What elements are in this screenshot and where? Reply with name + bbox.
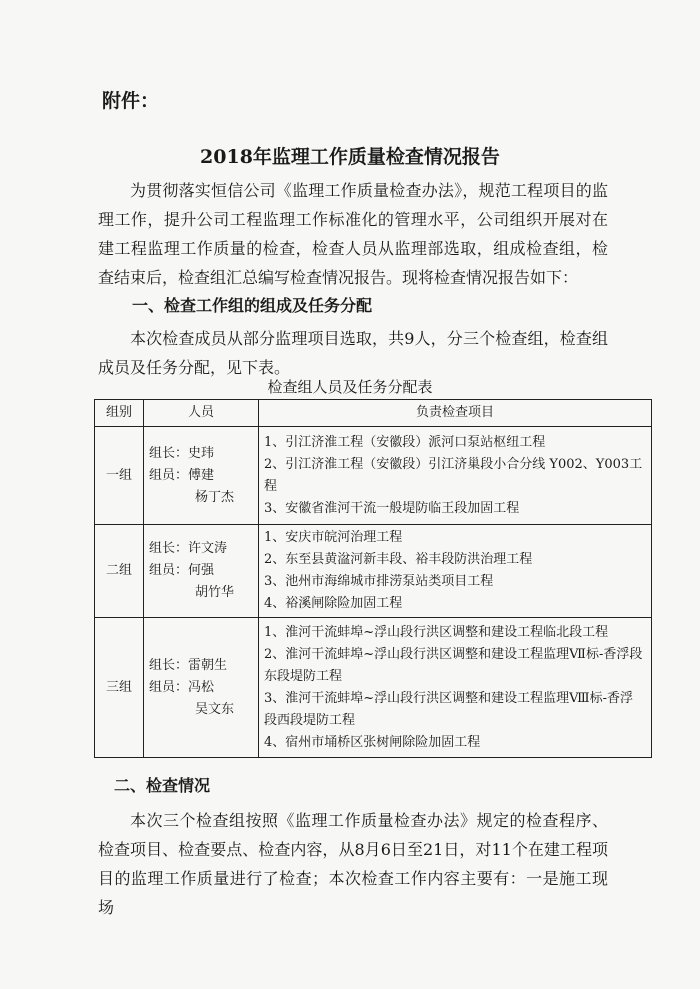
table-header-row [95,400,652,427]
people-cell [144,525,259,618]
task-item: 4、裕溪闸除险加固工程 [264,596,403,611]
group-cell: 二组 [95,525,144,618]
member: 胡竹华 [195,585,235,600]
attachment-label: 附件： [102,90,160,112]
task-item: 4、宿州市埇桥区张树闸除险加固工程 [264,734,481,750]
task-item: 2、东至县黄湓河新丰段、裕丰段防洪治理工程 [264,552,533,567]
intro-paragraph: 为贯彻落实恒信公司《监理工作质量检查办法》，规范工程项目的监理工作，提升公司工程监理工作标准化的管理水平，公司组织开展对在建工程监理工作质量的检查，检查人员从监理部选取，组成检查组，检查结束后，检查组汇总编写检查情况报告。现将检查情况报告如下： [98,181,608,287]
tasks-cell [259,525,652,618]
people-cell [144,618,259,758]
table-row [95,525,652,618]
task-item: 1、引江济淮工程（安徽段）派河口泵站枢纽工程 [264,434,546,450]
group-cell: 三组 [95,618,144,758]
leader: 组长：史玮 [149,445,215,461]
task-item: 2、淮河干流蚌埠~浮山段行洪区调整和建设工程监理Ⅶ标-香浮段东段堤防工程 [264,646,643,684]
assignment-table [94,399,652,758]
tasks-cell [259,618,652,758]
task-item: 1、安庆市皖河治理工程 [264,530,403,545]
section2-heading: 二、检查情况 [114,776,211,795]
member: 组员：傅建 [149,467,215,483]
task-item: 1、淮河干流蚌埠~浮山段行洪区调整和建设工程临北段工程 [264,624,609,640]
table-row [95,618,652,758]
member: 杨丁杰 [195,489,235,505]
group-cell: 一组 [95,427,144,525]
member: 吴文东 [195,701,235,717]
member: 组员：何强 [149,563,215,578]
section1-paragraph: 本次检查成员从部分监理项目选取，共9人，分三个检查组，检查组成员及任务分配，见下表。 [98,329,608,377]
section2-paragraph: 本次三个检查组按照《监理工作质量检查办法》规定的检查程序、检查项目、检查要点、检查内容，从8月6日至21日，对11个在建工程项目的监理工作质量进行了检查；本次检查工作内容主要有：一是施工现场 [98,811,608,917]
table-row [95,427,652,525]
report-title: 2018年监理工作质量检查情况报告 [200,146,500,168]
task-item: 2、引江济淮工程（安徽段）引江济巢段小合分线 Y002、Y003工程 [264,456,643,494]
task-item: 3、池州市海绵城市排涝泵站类项目工程 [264,574,494,589]
leader: 组长：雷朝生 [149,657,228,673]
task-item: 3、安徽省淮河干流一般堤防临王段加固工程 [264,500,520,516]
member: 组员：冯松 [149,679,215,695]
header-tasks: 负责检查项目 [259,400,652,427]
header-group: 组别 [95,400,144,427]
people-cell [144,427,259,525]
table-caption: 检查组人员及任务分配表 [267,378,433,396]
section1-heading: 一、检查工作组的组成及任务分配 [132,296,373,315]
task-item: 3、淮河干流蚌埠~浮山段行洪区调整和建设工程监理Ⅷ标-香浮段西段堤防工程 [264,690,634,728]
tasks-cell [259,427,652,525]
header-people: 人员 [144,400,259,427]
leader: 组长：许文涛 [149,541,228,556]
